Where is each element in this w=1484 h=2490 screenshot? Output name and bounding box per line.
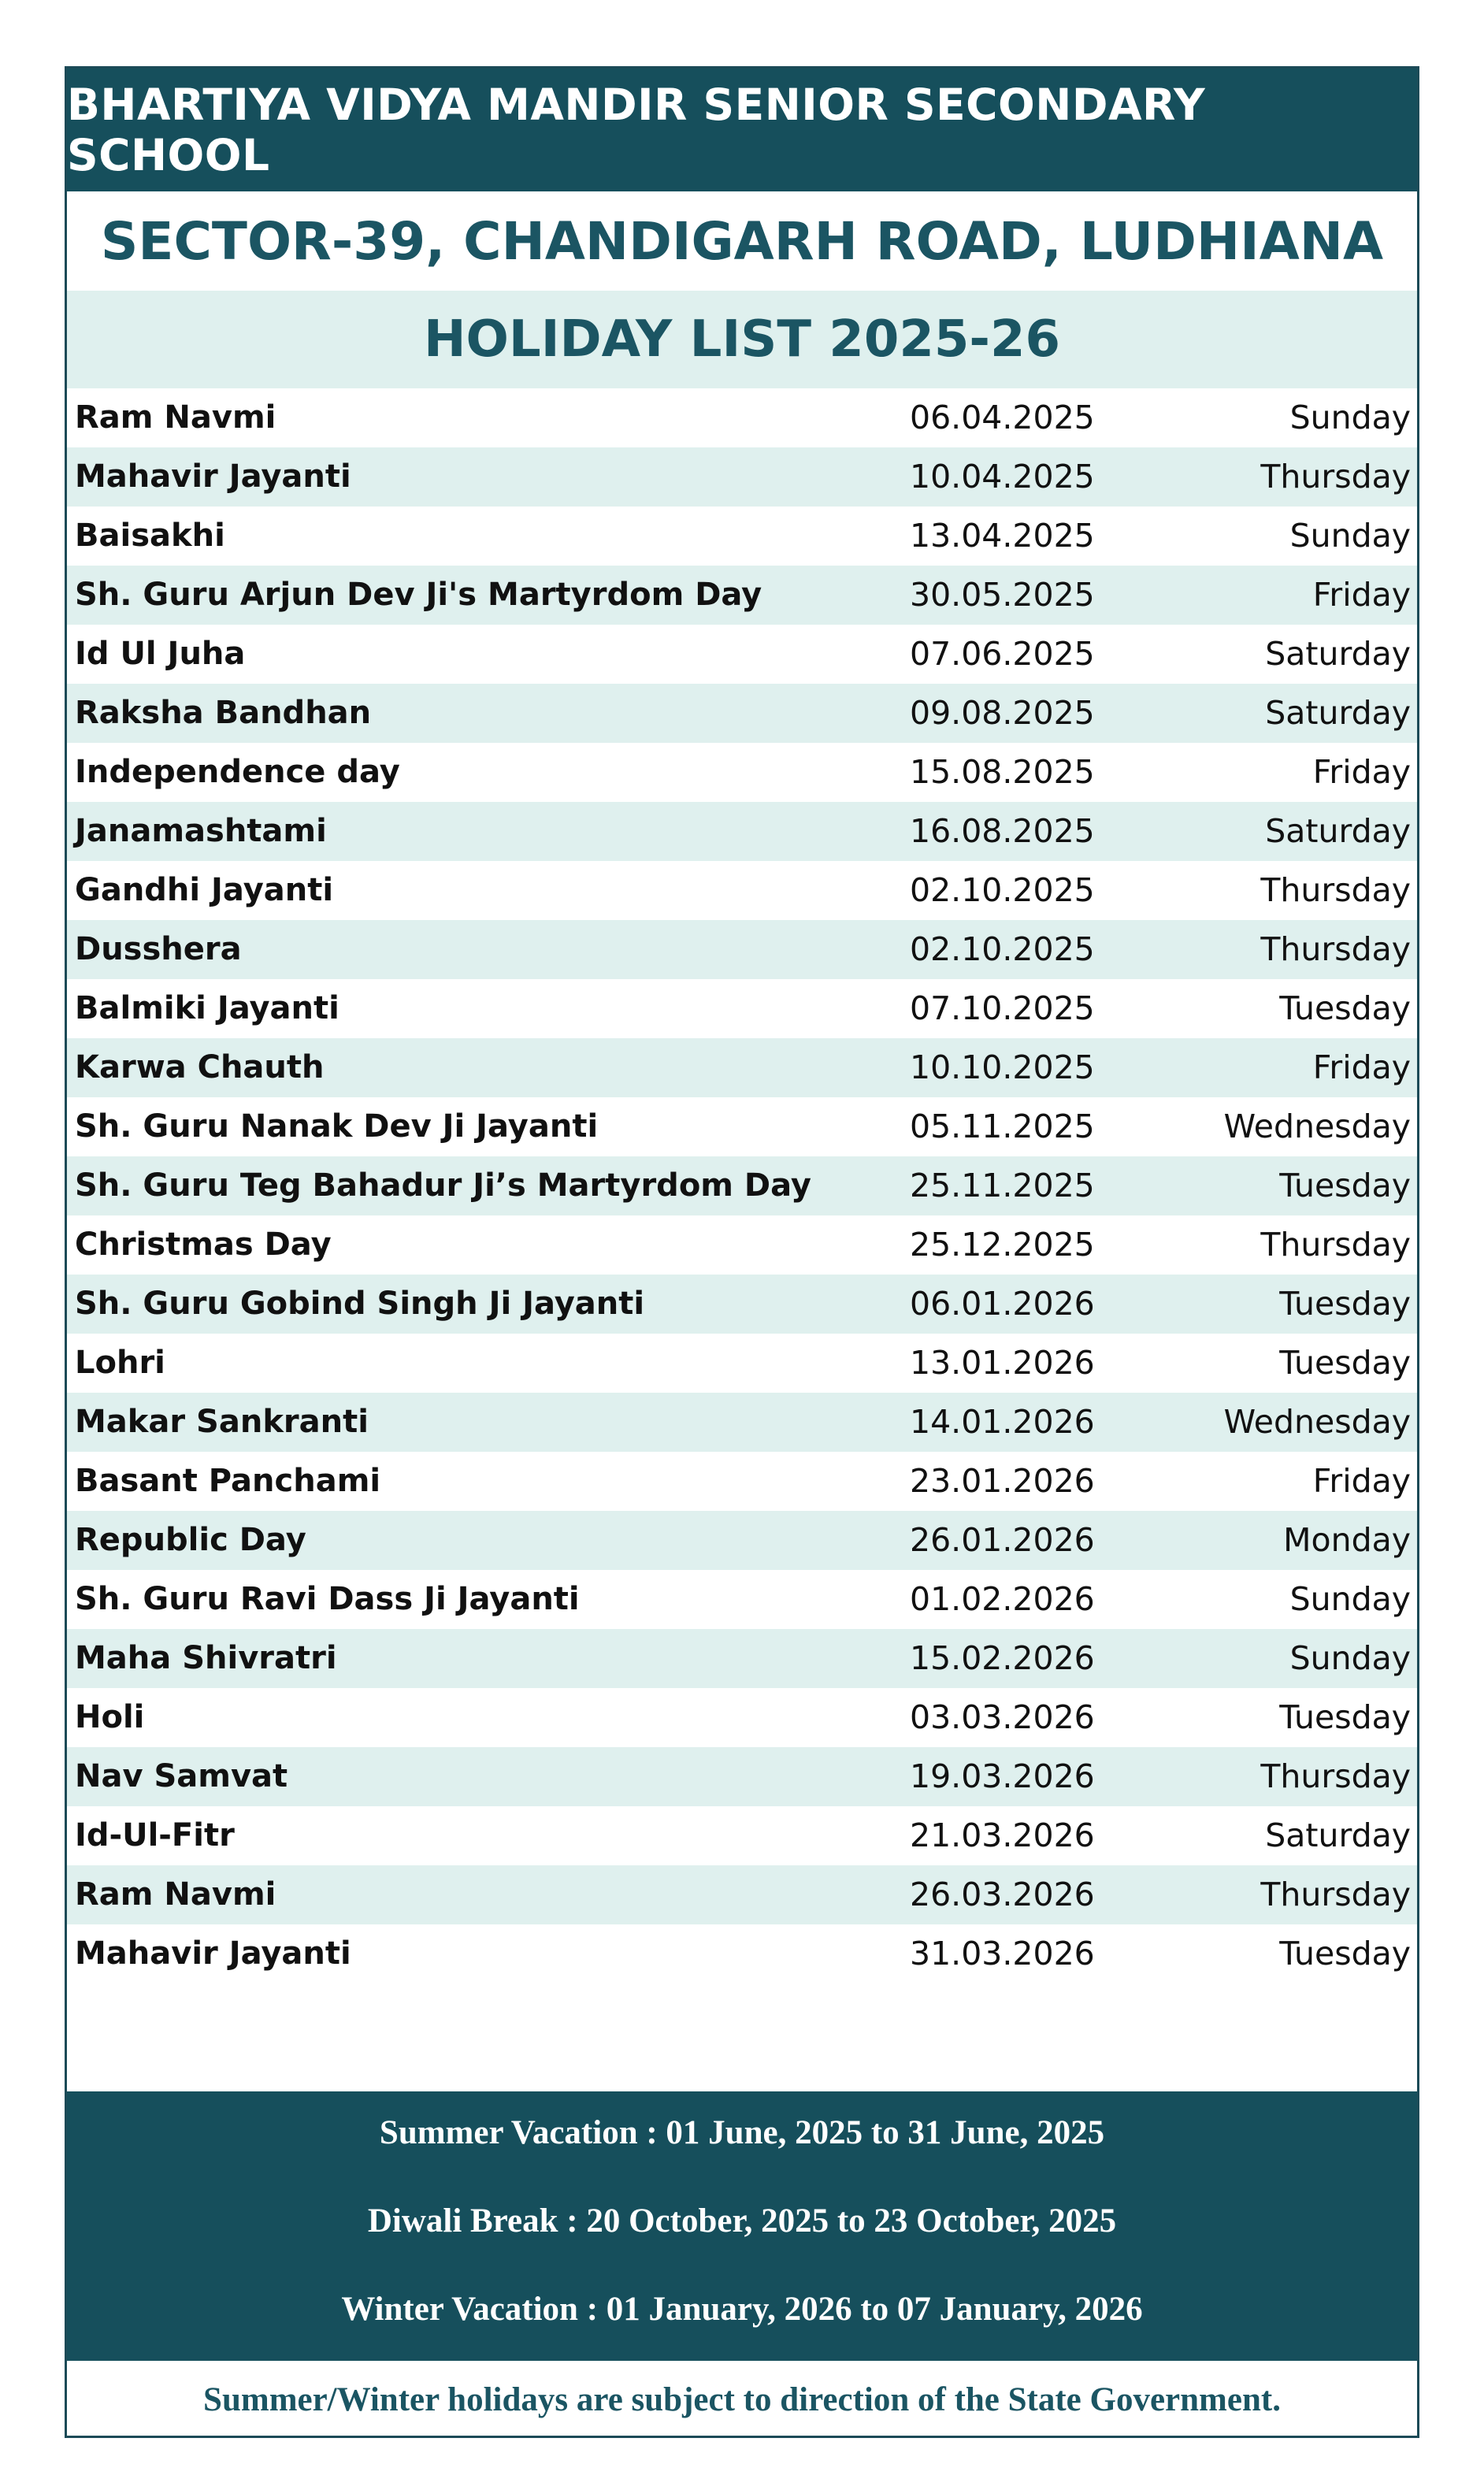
- holiday-day: Saturday: [1265, 635, 1411, 673]
- holiday-name: Karwa Chauth: [75, 1049, 325, 1085]
- table-row: [67, 684, 1417, 743]
- holiday-date: 02.10.2025: [910, 871, 1095, 909]
- holiday-name: Holi: [75, 1699, 145, 1735]
- holiday-day: Tuesday: [1279, 1935, 1411, 1972]
- table-row: [67, 1097, 1417, 1156]
- winter-vacation-text: Winter Vacation : 01 January, 2026 to 07 January, 2026: [341, 2291, 1143, 2328]
- holiday-name: Sh. Guru Ravi Dass Ji Jayanti: [75, 1581, 580, 1617]
- holiday-date: 07.06.2025: [910, 635, 1095, 673]
- holiday-date: 31.03.2026: [910, 1935, 1095, 1972]
- holiday-day: Thursday: [1260, 871, 1411, 909]
- table-row: [67, 1688, 1417, 1747]
- holiday-date: 03.03.2026: [910, 1698, 1095, 1736]
- holiday-date: 10.04.2025: [910, 458, 1095, 495]
- holiday-name: Mahavir Jayanti: [75, 458, 351, 495]
- holiday-day: Tuesday: [1279, 989, 1411, 1027]
- holiday-name: Basant Panchami: [75, 1463, 381, 1499]
- holiday-name: Raksha Bandhan: [75, 695, 372, 731]
- holiday-day: Thursday: [1260, 1757, 1411, 1795]
- holiday-day: Friday: [1312, 1462, 1411, 1500]
- holiday-name: Sh. Guru Teg Bahadur Ji’s Martyrdom Day: [75, 1167, 811, 1204]
- table-row: [67, 1924, 1417, 1983]
- holiday-day: Saturday: [1265, 812, 1411, 850]
- holiday-day: Tuesday: [1279, 1285, 1411, 1323]
- holiday-date: 13.01.2026: [910, 1344, 1095, 1382]
- table-row: [67, 979, 1417, 1038]
- holiday-table: [67, 388, 1417, 1983]
- holiday-name: Sh. Guru Gobind Singh Ji Jayanti: [75, 1286, 645, 1322]
- school-address: SECTOR-39, CHANDIGARH ROAD, LUDHIANA: [100, 210, 1384, 272]
- vacation-summary: [67, 2091, 1417, 2361]
- diwali-break-text: Diwali Break : 20 October, 2025 to 23 October, 2025: [367, 2202, 1117, 2240]
- holiday-day: Tuesday: [1279, 1344, 1411, 1382]
- holiday-date: 05.11.2025: [910, 1108, 1095, 1145]
- holiday-day: Sunday: [1289, 399, 1411, 436]
- holiday-name: Christmas Day: [75, 1226, 332, 1263]
- holiday-day: Tuesday: [1279, 1167, 1411, 1204]
- table-row: [67, 625, 1417, 684]
- holiday-day: Saturday: [1265, 1816, 1411, 1854]
- holiday-date: 13.04.2025: [910, 517, 1095, 555]
- holiday-name: Sh. Guru Arjun Dev Ji's Martyrdom Day: [75, 577, 762, 613]
- holiday-date: 16.08.2025: [910, 812, 1095, 850]
- holiday-name: Balmiki Jayanti: [75, 990, 339, 1026]
- table-row: [67, 1156, 1417, 1215]
- table-row: [67, 507, 1417, 566]
- table-row: [67, 1215, 1417, 1275]
- holiday-date: 26.01.2026: [910, 1521, 1095, 1559]
- holiday-day: Saturday: [1265, 694, 1411, 732]
- holiday-date: 21.03.2026: [910, 1816, 1095, 1854]
- holiday-date: 07.10.2025: [910, 989, 1095, 1027]
- table-row: [67, 1038, 1417, 1097]
- table-row: [67, 802, 1417, 861]
- holiday-date: 01.02.2026: [910, 1580, 1095, 1618]
- holiday-name: Sh. Guru Nanak Dev Ji Jayanti: [75, 1108, 599, 1145]
- holiday-day: Sunday: [1289, 1580, 1411, 1618]
- table-row: [67, 861, 1417, 920]
- holiday-name: Maha Shivratri: [75, 1640, 337, 1676]
- government-direction-note: Summer/Winter holidays are subject to direction of the State Government.: [203, 2381, 1281, 2418]
- holiday-day: Friday: [1312, 576, 1411, 614]
- holiday-date: 09.08.2025: [910, 694, 1095, 732]
- holiday-day: Wednesday: [1223, 1403, 1411, 1441]
- holiday-date: 23.01.2026: [910, 1462, 1095, 1500]
- table-row: [67, 1275, 1417, 1334]
- holiday-day: Wednesday: [1223, 1108, 1411, 1145]
- holiday-name: Makar Sankranti: [75, 1404, 369, 1440]
- holiday-name: Gandhi Jayanti: [75, 872, 334, 908]
- table-row: [67, 1806, 1417, 1865]
- school-name: BHARTIYA VIDYA MANDIR SENIOR SECONDARY SCHOOL: [67, 69, 1417, 191]
- holiday-day: Thursday: [1260, 1876, 1411, 1913]
- page-title: HOLIDAY LIST 2025-26: [67, 291, 1417, 388]
- table-row: [67, 447, 1417, 507]
- table-row: [67, 743, 1417, 802]
- holiday-day: Monday: [1283, 1521, 1411, 1559]
- holiday-name: Janamashtami: [75, 813, 327, 849]
- table-row: [67, 1511, 1417, 1570]
- holiday-name: Baisakhi: [75, 518, 225, 554]
- summer-vacation-text: Summer Vacation : 01 June, 2025 to 31 June, 2025: [379, 2114, 1105, 2151]
- holiday-date: 06.04.2025: [910, 399, 1095, 436]
- holiday-date: 14.01.2026: [910, 1403, 1095, 1441]
- table-row: [67, 566, 1417, 625]
- holiday-name: Ram Navmi: [75, 1876, 276, 1913]
- table-row: [67, 1393, 1417, 1452]
- holiday-date: 25.11.2025: [910, 1167, 1095, 1204]
- table-row: [67, 1865, 1417, 1924]
- holiday-day: Friday: [1312, 1048, 1411, 1086]
- holiday-date: 02.10.2025: [910, 930, 1095, 968]
- table-row: [67, 1334, 1417, 1393]
- holiday-day: Thursday: [1260, 930, 1411, 968]
- holiday-name: Nav Samvat: [75, 1758, 288, 1794]
- holiday-day: Sunday: [1289, 1639, 1411, 1677]
- holiday-name: Mahavir Jayanti: [75, 1935, 351, 1972]
- table-row: [67, 1747, 1417, 1806]
- table-row: [67, 1629, 1417, 1688]
- holiday-date: 15.02.2026: [910, 1639, 1095, 1677]
- holiday-day: Tuesday: [1279, 1698, 1411, 1736]
- holiday-name: Lohri: [75, 1345, 165, 1381]
- holiday-date: 06.01.2026: [910, 1285, 1095, 1323]
- holiday-name: Id-Ul-Fitr: [75, 1817, 235, 1854]
- table-row: [67, 388, 1417, 447]
- holiday-date: 26.03.2026: [910, 1876, 1095, 1913]
- table-row: [67, 1452, 1417, 1511]
- holiday-name: Independence day: [75, 754, 400, 790]
- holiday-name: Dusshera: [75, 931, 242, 967]
- holiday-name: Ram Navmi: [75, 399, 276, 436]
- holiday-date: 30.05.2025: [910, 576, 1095, 614]
- holiday-date: 19.03.2026: [910, 1757, 1095, 1795]
- holiday-day: Friday: [1312, 753, 1411, 791]
- holiday-list-document: [65, 66, 1419, 2438]
- table-row: [67, 1570, 1417, 1629]
- holiday-name: Republic Day: [75, 1522, 306, 1558]
- holiday-day: Thursday: [1260, 1226, 1411, 1264]
- holiday-date: 10.10.2025: [910, 1048, 1095, 1086]
- table-row: [67, 920, 1417, 979]
- holiday-date: 15.08.2025: [910, 753, 1095, 791]
- holiday-date: 25.12.2025: [910, 1226, 1095, 1264]
- holiday-name: Id Ul Juha: [75, 636, 246, 672]
- holiday-day: Sunday: [1289, 517, 1411, 555]
- holiday-day: Thursday: [1260, 458, 1411, 495]
